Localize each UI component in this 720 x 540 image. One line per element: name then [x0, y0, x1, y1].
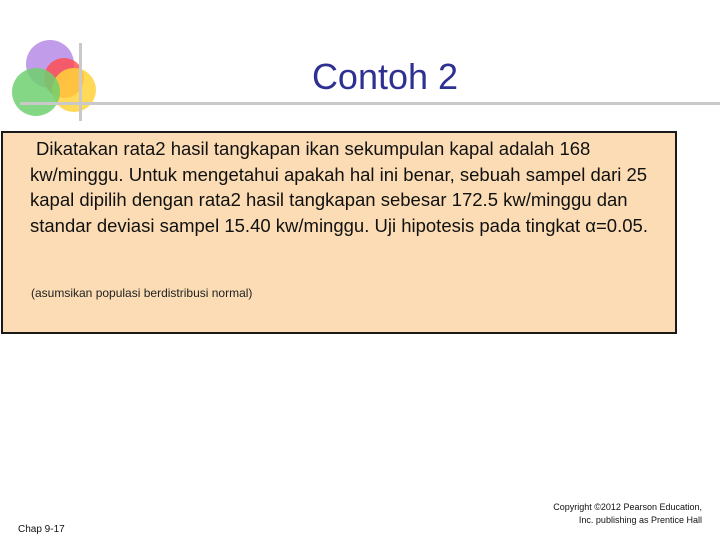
- copyright-notice: Copyright ©2012 Pearson Education, Inc. publishing as Prentice Hall: [553, 502, 702, 525]
- assumption-note: (asumsikan populasi berdistribusi normal): [31, 286, 253, 300]
- chapter-label: Chap 9-17: [18, 524, 65, 535]
- problem-text: Dikatakan rata2 hasil tangkapan ikan sekumpulan kapal adalah 168 kw/minggu. Untuk mengetahui apakah hal ini benar, sebuah sampel dari 25 kapal dipilih dengan rata2 hasil tangkapan sebesar 172.5 kw/minggu dan standar deviasi sampel 15.40 kw/minggu. Uji hipotesis pada tingkat α=0.05.: [30, 138, 648, 236]
- title-horizontal-rule: [20, 102, 720, 105]
- overlapping-circles-logo-icon: [0, 0, 110, 130]
- slide-title: Contoh 2: [311, 56, 459, 97]
- logo-circle-green: [12, 68, 60, 116]
- title-vertical-rule: [79, 43, 82, 121]
